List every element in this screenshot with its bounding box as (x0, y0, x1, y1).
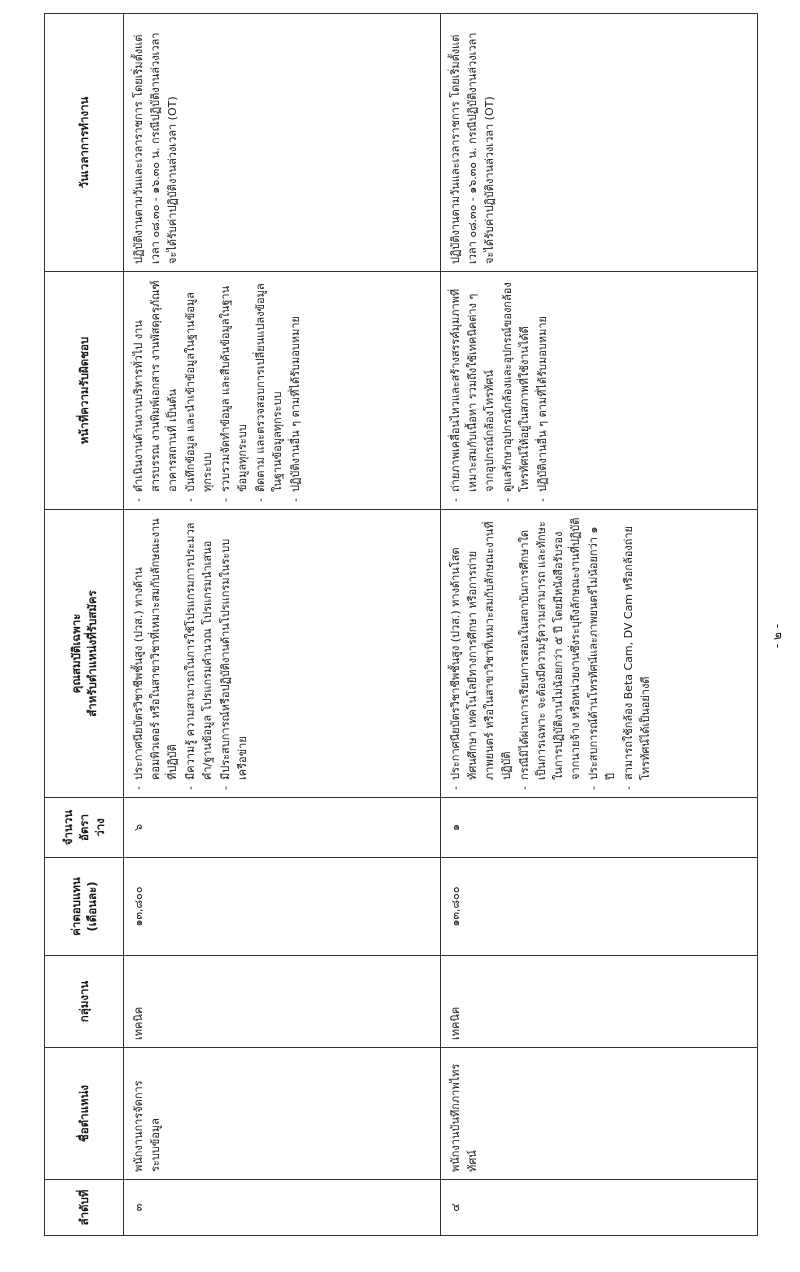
row-position: พนักงานบันทึกภาพไทรทัศน์ (441, 1048, 758, 1180)
header-qual-line2: สำหรับตำแหน่งที่รับสมัคร (85, 590, 99, 717)
header-vacancy-line3: ว่าง (93, 818, 107, 837)
duty-list (447, 279, 551, 502)
header-qualifications (45, 510, 124, 798)
row-salary: ๑๓,๘๐๐ (124, 858, 441, 956)
row-no: ๔ (441, 1180, 758, 1236)
qualification-item: - ประสบการณ์ด้านโทรทัศน์และภาพยนตร์ไม่น้อยกว่า ๑ ปี (585, 517, 619, 790)
row-work-time: ปฏิบัติงานตามวันและเวลาราชการ โดยเริ่มตั้งแต่เวลา ๐๘.๓๐ - ๑๖.๓๐ น. กรณีปฏิบัติงานล่วงเวลาจะได้รับค่าปฏิบัติงานล่วงเวลา (OT) (124, 14, 441, 272)
row-duties (441, 272, 758, 510)
row-duties (124, 272, 441, 510)
header-qual-line1: คุณสมบัติเฉพาะ (69, 613, 83, 694)
job-position-table (44, 13, 758, 1236)
table-header-row (45, 14, 124, 1236)
header-salary-line1: ค่าตอบแทน (69, 877, 83, 936)
row-vacancy: ๑ (441, 798, 758, 858)
row-position: พนักงานการจัดการระบบข้อมูล (124, 1048, 441, 1180)
header-group: กลุ่มงาน (45, 956, 124, 1048)
row-qualifications (124, 510, 441, 798)
table-row (441, 14, 758, 1236)
duty-item: - บันทึกข้อมูล และนำเข้าข้อมูลในฐานข้อมูลทุกระบบ (182, 279, 216, 502)
row-vacancy: ๖ (124, 798, 441, 858)
row-group: เทคนิค (441, 956, 758, 1048)
row-salary: ๑๓,๘๐๐ (441, 858, 758, 956)
header-duties: หน้าที่ความรับผิดชอบ (45, 272, 124, 510)
qualification-item: - กรณีมิได้ผ่านการเรียนการสอนในสถาบันการศึกษาใดเป็นการเฉพาะ จะต้องมีความรู้ความสามารถ และทักษะในการปฏิบัติงานไม่น้อยกว่า ๕ ปี โดยมีหนังสือรับรองจากนายจ้าง หรือหน่วยงานซึ่งระบุถึงลักษณะงานที่ปฏิบัติ (516, 517, 584, 790)
table-row (124, 14, 441, 1236)
duty-item: - ดูแลรักษาอุปกรณ์กล้องและอุปกรณ์ของกล้องโทรทัศน์ให้อยู่ในสภาพที่ใช้งานได้ดี (499, 279, 533, 502)
duty-list (130, 279, 304, 502)
row-no: ๓ (124, 1180, 441, 1236)
duty-item: - ปฏิบัติงานอื่น ๆ ตามที่ได้รับมอบหมาย (287, 279, 304, 502)
duty-item: - ติดตาม และตรวจสอบการเปลี่ยนแปลงข้อมูลในฐานข้อมูลทุกระบบ (252, 279, 286, 502)
row-work-time: ปฏิบัติงานตามวันและเวลาราชการ โดยเริ่มตั้งแต่เวลา ๐๘.๓๐ - ๑๖.๓๐ น. กรณีปฏิบัติงานล่วงเวลาจะได้รับค่าปฏิบัติงานล่วงเวลา (OT) (441, 14, 758, 272)
row-qualifications (441, 510, 758, 798)
header-vacancy-line1: จำนวน (61, 809, 75, 846)
row-group: เทคนิค (124, 956, 441, 1048)
duty-item: - รวบรวมจัดทำข้อมูล และสืบค้นข้อมูลในฐานข้อมูลทุกระบบ (217, 279, 251, 502)
header-no: ลำดับที่ (45, 1180, 124, 1236)
qualification-item: - ประกาศนียบัตรวิชาชีพชั้นสูง (ปวส.) ทางด้านคอมพิวเตอร์ หรือในสาขาวิชาที่เหมาะสมกับลักษณะงานที่ปฏิบัติ (130, 517, 181, 790)
page-number: - ๒ - (770, 623, 784, 649)
qualification-item: - ประกาศนียบัตรวิชาชีพชั้นสูง (ปวส.) ทางด้านโสตทัศนศึกษา เทคโนโลยีทางการศึกษา หรือการถ่ายภาพยนตร์ หรือในสาขาวิชาที่เหมาะสมกับลักษณะงานที่ปฏิบัติ (447, 517, 515, 790)
qualification-item: - มีความรู้ ความสามารถในการใช้โปรแกรมการประมวลคำ/ฐานข้อมูล โปรแกรมคำนวณ โปรแกรมนำเสนอ (182, 517, 216, 790)
header-salary-line2: (เดือนละ) (85, 881, 99, 932)
header-salary (45, 858, 124, 956)
header-vacancy-line2: อัตรา (77, 814, 91, 842)
header-position: ชื่อตำแหน่ง (45, 1048, 124, 1180)
qualification-list (130, 517, 251, 790)
qualification-item: - มีประสบการณ์หรือปฏิบัติงานด้านโปรแกรมในระบบเครือข่าย (217, 517, 251, 790)
qualification-list (447, 517, 654, 790)
duty-item: - ปฏิบัติงานอื่น ๆ ตามที่ได้รับมอบหมาย (534, 279, 551, 502)
qualification-item: - สามารถใช้กล้อง Beta Cam, DV Cam หรือกล้องถ่ายโทรทัศน์ได้เป็นอย่างดี (620, 517, 654, 790)
duty-item: - ดำเนินงานด้านงานบริหารทั่วไป งานสารบรรณ งานพิมพ์เอกสาร งานพัสดุครุภัณฑ์ อาคารสถานที่ เป็นต้น (130, 279, 181, 502)
header-vacancy (45, 798, 124, 858)
duty-item: - ถ่ายภาพเคลื่อนไหวและสร้างสรรค์มุมภาพที่เหมาะสมกับเนื้อหา รวมถึงใช้เทคนิคต่าง ๆ จากอุปกรณ์กล้องโทรทัศน์ (447, 279, 498, 502)
header-work-time: วันเวลาการทำงาน (45, 14, 124, 272)
